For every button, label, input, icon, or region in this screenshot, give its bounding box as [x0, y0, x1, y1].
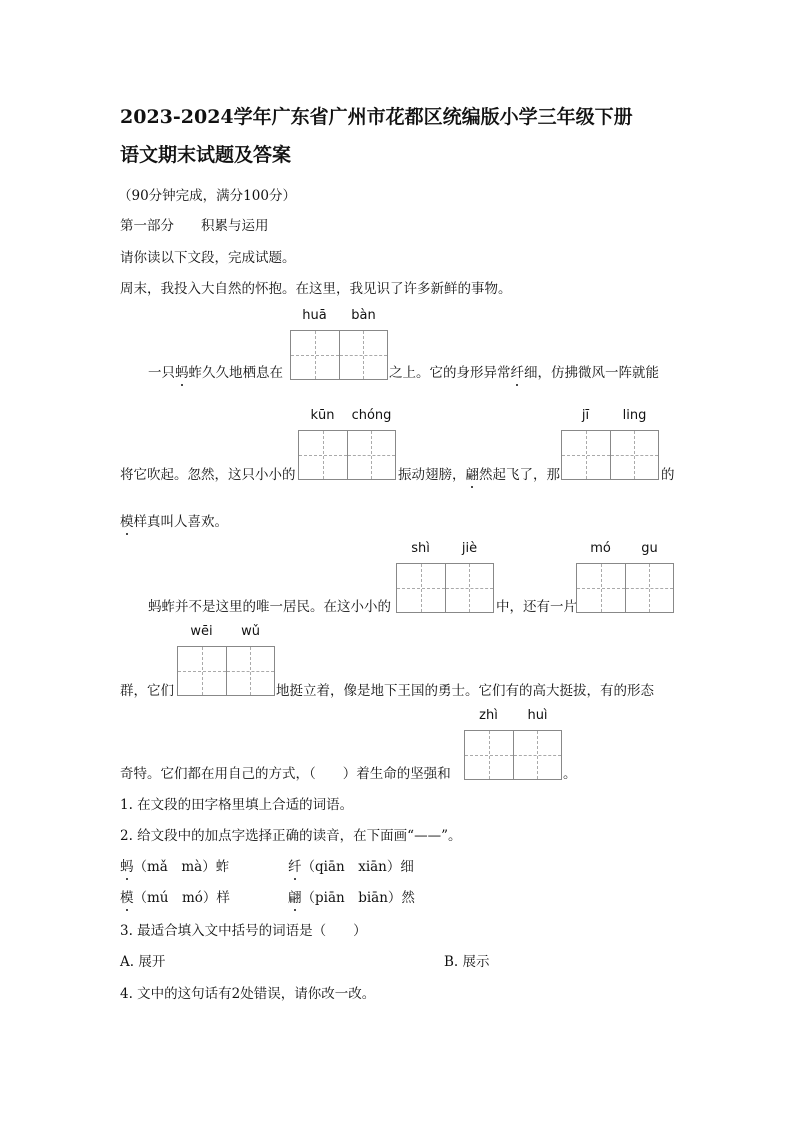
pinyin: huì: [527, 708, 548, 723]
tianzige-weiwu[interactable]: [177, 624, 275, 696]
passage-line2a: 将它吹起。忽然，这只小小的: [120, 467, 296, 483]
pinyin: zhì: [479, 708, 498, 723]
pinyin: huā: [302, 308, 327, 323]
char-box[interactable]: [513, 730, 563, 780]
passage-line6b: 。: [563, 766, 577, 782]
passage-line5a: 群，它们: [120, 683, 174, 699]
instruction: 请你读以下文段，完成试题。: [120, 250, 296, 266]
pinyin: wēi: [190, 624, 213, 639]
char-box[interactable]: [610, 430, 660, 480]
passage-line2b: 振动翅膀，翩然起飞了，那: [398, 467, 560, 483]
passage-line1a: 一只蚂蚱久久地栖息在: [148, 365, 283, 381]
section-heading: 第一部分 积累与运用: [120, 218, 269, 234]
tianzige-huaban[interactable]: [290, 308, 388, 380]
char-box[interactable]: [177, 646, 227, 696]
q3-option-b: B. 展示: [444, 954, 490, 970]
passage-line5b: 地挺立着，像是地下王国的勇士。它们有的高大挺拔，有的形态: [276, 683, 654, 699]
passage-line3: 模样真叫人喜欢。: [120, 514, 228, 530]
char-box[interactable]: [290, 330, 340, 380]
title-line2: 语文期末试题及答案: [120, 144, 292, 166]
char-box[interactable]: [226, 646, 276, 696]
question-3: 3. 最适合填入文中括号的词语是（ ）: [120, 923, 367, 939]
pinyin: kūn: [310, 408, 335, 423]
pinyin: jiè: [461, 541, 478, 556]
char-box[interactable]: [561, 430, 611, 480]
pinyin: shì: [411, 541, 430, 556]
char-box[interactable]: [445, 563, 495, 613]
q3-option-a: A. 展开: [120, 954, 166, 970]
tianzige-kunchong[interactable]: [298, 408, 396, 480]
pinyin: bàn: [351, 308, 376, 323]
q2-option-d: 翩（piān biān）然: [288, 890, 415, 906]
q2-option-c: 模（mú mó）样: [120, 890, 230, 906]
q2-option-b: 纤（qiān xiān）细: [288, 859, 414, 875]
pinyin: jī: [581, 408, 590, 423]
char-box[interactable]: [396, 563, 446, 613]
char-box[interactable]: [625, 563, 675, 613]
char-box[interactable]: [298, 430, 348, 480]
tianzige-zhihui[interactable]: [464, 708, 562, 780]
title-line1: 2023-2024学年广东省广州市花都区统编版小学三年级下册: [120, 106, 633, 128]
q2-option-a: 蚂（mǎ mà）蚱: [120, 859, 230, 875]
question-4: 4. 文中的这句话有2处错误，请你改一改。: [120, 986, 376, 1002]
pinyin: ling: [622, 408, 647, 423]
subtitle: （90分钟完成，满分100分）: [118, 188, 296, 204]
passage-line1b: 之上。它的身形异常纤细，仿拂微风一阵就能: [389, 365, 659, 381]
passage-line6a: 奇特。它们都在用自己的方式，（ ）着生命的坚强和: [120, 766, 451, 782]
char-box[interactable]: [576, 563, 626, 613]
question-1: 1. 在文段的田字格里填上合适的词语。: [120, 797, 354, 813]
pinyin: gu: [641, 541, 658, 556]
pinyin: chóng: [351, 408, 392, 423]
char-box[interactable]: [347, 430, 397, 480]
tianzige-shijie[interactable]: [396, 541, 494, 613]
pinyin: wǔ: [241, 624, 260, 639]
passage-line4b: 中，还有一片: [496, 599, 577, 615]
passage-line2c: 的: [661, 467, 675, 483]
question-2: 2. 给文段中的加点字选择正确的读音，在下面画“——”。: [120, 828, 462, 844]
tianzige-mogu[interactable]: [576, 541, 674, 613]
char-box[interactable]: [339, 330, 389, 380]
pinyin: mó: [590, 541, 611, 556]
intro-text: 周末，我投入大自然的怀抱。在这里，我见识了许多新鲜的事物。: [120, 281, 512, 297]
char-box[interactable]: [464, 730, 514, 780]
passage-line4a: 蚂蚱并不是这里的唯一居民。在这小小的: [148, 599, 391, 615]
tianzige-jiling[interactable]: [561, 408, 659, 480]
